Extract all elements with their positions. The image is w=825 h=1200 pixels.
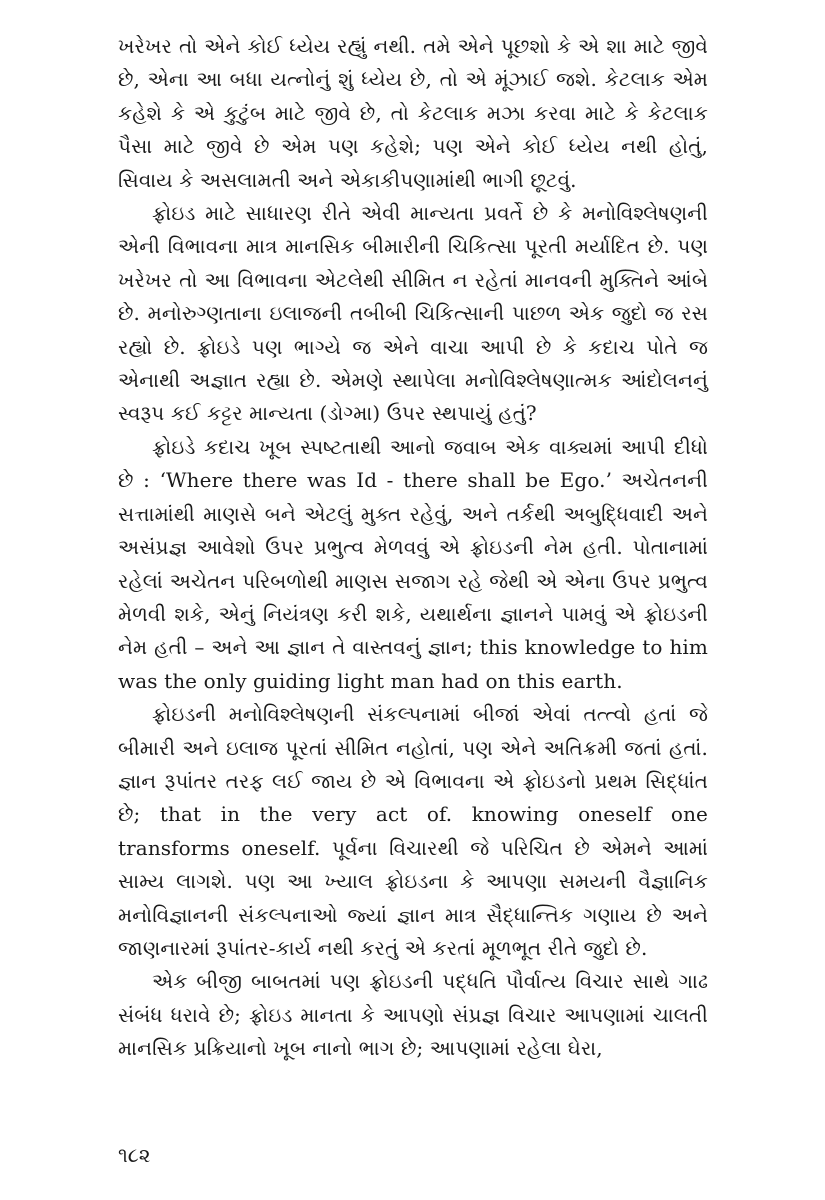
- paragraph-2: ફ્રોઇડ માટે સાધારણ રીતે એવી માન્યતા પ્રવર્તે છે કે મનોવિશ્લેષણની એની વિભાવના માત્ર માનસિક બીમારીની ચિકિત્સા પૂરતી મર્યાદિત છે. પણ ખરેખર તો આ વિભાવના એટલેથી સીમિત ન રહેતાં માનવની મુક્તિને આંબે છે. મનોરુગ્ણતાના ઇલાજની તબીબી ચિકિત્સાની પાછળ એક જુદો જ રસ રહ્યો છે. ફ્રોઇડે પણ ભાગ્યે જ એને વાચા આપી છે કે કદાચ પોતે જ એનાથી અજ્ઞાત રહ્યા છે. એમણે સ્થાપેલા મનોવિશ્લેષણાત્મક આંદોલનનું સ્વરૂપ કઈ કટ્ટર માન્યતા (ડોગ્મા) ઉપર સ્થપાયું હતું?: [118, 201, 708, 426]
- paragraph-5: એક બીજી બાબતમાં પણ ફ્રોઇડની પદ્ધતિ પૌર્વાત્ય વિચાર સાથે ગાઢ સંબંધ ધરાવે છે; ફ્રોઇડ માનતા કે આપણો સંપ્રજ્ઞ વિચાર આપણામાં ચાલતી માનસિક પ્રક્રિયાનો ખૂબ નાનો ભાગ છે; આપણામાં રહેલા ઘેરા,: [118, 969, 708, 1061]
- paragraph-3: ફ્રોઇડે કદાચ ખૂબ સ્પષ્ટતાથી આનો જવાબ એક વાક્યમાં આપી દીધો છે : ‘Where there was Id - there shall be Ego.’ અચેતનની સત્તામાંથી માણસે બને એટલું મુક્ત રહેવું, અને તર્કથી અબુદ્ધિવાદી અને અસંપ્રજ્ઞ આવેશો ઉપર પ્રભુત્વ મેળવવું એ ફ્રોઇડની નેમ હતી. પોતાનામાં રહેલાં અચેતન પરિબળોથી માણસ સજાગ રહે જેથી એ એના ઉપર પ્રભુત્વ મેળવી શકે, એનું નિયંત્રણ કરી શકે, યથાર્થના જ્ઞાનને પામવું એ ફ્રોઇડની નેમ હતી – અને આ જ્ઞાન તે વાસ્તવનું જ્ઞાન; this knowledge to him was the only guiding light man had on this earth.: [118, 434, 708, 693]
- paragraph-4: ફ્રોઇડની મનોવિશ્લેષણની સંકલ્પનામાં બીજાં એવાં તત્ત્વો હતાં જે બીમારી અને ઇલાજ પૂરતાં સીમિત નહોતાં, પણ એને અતિક્રમી જતાં હતાં. જ્ઞાન રૂપાંતર તરફ લઈ જાય છે એ વિભાવના એ ફ્રોઇડનો પ્રથમ સિદ્ધાંત છે; that in the very act of. knowing oneself one transforms oneself. પૂર્વના વિચારથી જે પરિચિત છે એમને આમાં સામ્ય લાગશે. પણ આ ખ્યાલ ફ્રોઇડના કે આપણા સમયની વૈજ્ઞાનિક મનોવિજ્ઞાનની સંકલ્પનાઓ જ્યાં જ્ઞાન માત્ર સૈદ્ધાન્તિક ગણાય છે અને જાણનારમાં રૂપાંતર-કાર્ય નથી કરતું એ કરતાં મૂળભૂત રીતે જુદો છે.: [118, 702, 708, 960]
- page-number: ૧૮૨: [118, 1143, 151, 1167]
- paragraph-1: ખરેખર તો એને કોઈ ધ્યેય રહ્યું નથી. તમે એને પૂછશો કે એ શા માટે જીવે છે, એના આ બધા યત્નોનું શું ધ્યેય છે, તો એ મૂંઝાઈ જશે. કેટલાક એમ કહેશે કે એ કુટુંબ માટે જીવે છે, તો કેટલાક મઝા કરવા માટે કે કેટલાક પૈસા માટે જીવે છે એમ પણ કહેશે; પણ એને કોઈ ધ્યેય નથી હોતું, સિવાય કે અસલામતી અને એકાકીપણામાંથી ભાગી છૂટવું.: [118, 34, 708, 192]
- body-text: [118, 30, 708, 1066]
